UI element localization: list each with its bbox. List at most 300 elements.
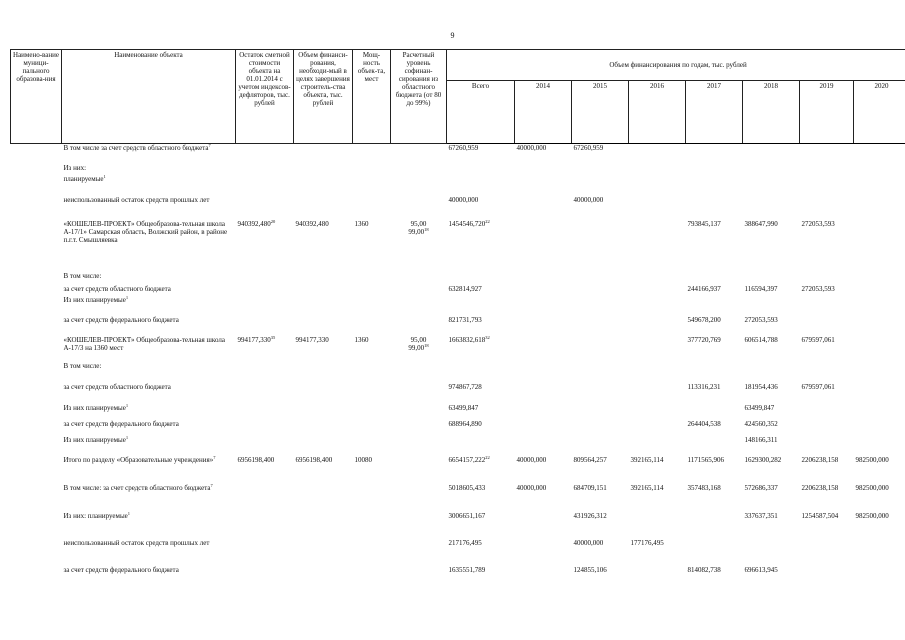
cell-cofinancing-level — [391, 220, 447, 272]
cell-municipality — [11, 296, 62, 316]
cell-year-2017 — [686, 336, 743, 362]
cell-financing-volume — [294, 336, 353, 362]
cell-capacity — [353, 456, 391, 484]
cell-year-2017 — [686, 362, 743, 383]
cell-object-name — [62, 285, 236, 296]
cell-object-name — [62, 272, 236, 285]
year-value: 357483,168 — [687, 483, 721, 492]
cell-year-2017 — [686, 539, 743, 566]
cell-cofinancing-level — [391, 484, 447, 512]
cell-year-2014 — [515, 296, 572, 316]
cell-year-2020 — [854, 539, 905, 566]
cell-financing-volume — [294, 383, 353, 404]
cell-year-2016 — [629, 220, 686, 272]
cell-total — [447, 566, 515, 578]
capacity-value: 1360 — [354, 219, 369, 228]
cell-total — [447, 220, 515, 272]
cell-year-2019 — [800, 296, 854, 316]
cell-cofinancing-level — [391, 272, 447, 285]
cell-object-name — [62, 196, 236, 220]
cell-year-2019 — [800, 285, 854, 296]
object-name-text: за счет средств областного бюджета — [63, 382, 171, 391]
header-financing-volume: Объем финанси-рования, необходи-мый в целях завершения строитель-ства объекта, тыс. рублей — [294, 50, 353, 144]
financing-volume-value: 6956198,400 — [295, 455, 333, 464]
cell-cofinancing-level — [391, 566, 447, 578]
cell-object-name — [62, 316, 236, 336]
cell-year-2018 — [743, 175, 800, 196]
cell-municipality — [11, 404, 62, 420]
footnote-marker: 35 — [270, 334, 276, 340]
cell-year-2017 — [686, 512, 743, 539]
object-name-text: Из них планируемые — [63, 435, 126, 444]
year-value: 982500,000 — [855, 511, 889, 520]
cell-municipality — [11, 436, 62, 456]
footnote-marker: 7 — [213, 454, 216, 460]
year-value: 793845,137 — [687, 219, 721, 228]
cell-year-2016 — [629, 285, 686, 296]
cell-municipality — [11, 512, 62, 539]
cell-residual-cost — [236, 196, 294, 220]
cell-year-2014 — [515, 336, 572, 362]
year-value: 272053,593 — [744, 315, 778, 324]
table-row — [11, 436, 905, 456]
total-value: 217176,495 — [448, 538, 482, 547]
cell-residual-cost — [236, 383, 294, 404]
cell-year-2020 — [854, 566, 905, 578]
cell-year-2015 — [572, 144, 629, 164]
page-number: 9 — [450, 31, 455, 40]
year-value: 116594,397 — [744, 284, 778, 293]
cell-year-2015 — [572, 336, 629, 362]
cell-capacity — [353, 196, 391, 220]
cell-year-2016 — [629, 362, 686, 383]
cell-year-2020 — [854, 456, 905, 484]
cell-cofinancing-level — [391, 383, 447, 404]
cell-cofinancing-level — [391, 175, 447, 196]
cell-object-name — [62, 220, 236, 272]
cell-residual-cost — [236, 539, 294, 566]
cell-object-name — [62, 336, 236, 362]
object-name-text: Из них планируемые — [63, 403, 126, 412]
total-value: 5018605,433 — [448, 483, 486, 492]
cell-year-2020 — [854, 436, 905, 456]
cell-object-name — [62, 296, 236, 316]
cell-year-2017 — [686, 566, 743, 578]
cell-cofinancing-level — [391, 436, 447, 456]
cell-year-2015 — [572, 175, 629, 196]
cell-residual-cost — [236, 336, 294, 362]
table-row — [11, 456, 905, 484]
cell-year-2015 — [572, 566, 629, 578]
object-name-text: за счет средств областного бюджета — [63, 284, 171, 293]
cell-year-2014 — [515, 196, 572, 220]
year-value: 377720,769 — [687, 335, 721, 344]
cell-total — [447, 272, 515, 285]
header-year-2015: 2015 — [572, 81, 629, 144]
cell-year-2016 — [629, 539, 686, 566]
cell-year-2019 — [800, 436, 854, 456]
cell-financing-volume — [294, 175, 353, 196]
cell-municipality — [11, 539, 62, 566]
cell-total — [447, 362, 515, 383]
cell-year-2016 — [629, 420, 686, 436]
cell-year-2014 — [515, 272, 572, 285]
table-row — [11, 220, 905, 272]
footnote-marker: 22 — [485, 454, 490, 460]
object-name-text: планируемые — [63, 174, 104, 183]
cell-year-2018 — [743, 362, 800, 383]
cell-residual-cost — [236, 175, 294, 196]
cofinancing-value: 95,00 — [410, 335, 427, 344]
cell-financing-volume — [294, 512, 353, 539]
cell-cofinancing-level — [391, 512, 447, 539]
cell-residual-cost — [236, 144, 294, 164]
year-value: 679597,061 — [801, 335, 835, 344]
footnote-marker: 1 — [127, 510, 131, 516]
cell-total — [447, 383, 515, 404]
cell-capacity — [353, 285, 391, 296]
cell-capacity — [353, 420, 391, 436]
cell-cofinancing-level — [391, 362, 447, 383]
cell-year-2016 — [629, 336, 686, 362]
cell-year-2019 — [800, 404, 854, 420]
cell-year-2017 — [686, 175, 743, 196]
cell-year-2014 — [515, 539, 572, 566]
cell-year-2018 — [743, 144, 800, 164]
cell-object-name — [62, 512, 236, 539]
year-value: 606514,788 — [744, 335, 778, 344]
year-value: 124855,106 — [573, 565, 607, 574]
cell-year-2014 — [515, 456, 572, 484]
cell-residual-cost — [236, 316, 294, 336]
table-row — [11, 512, 905, 539]
cell-year-2015 — [572, 539, 629, 566]
cell-cofinancing-level — [391, 296, 447, 316]
object-name-text: В том числе: — [63, 271, 102, 280]
cell-year-2015 — [572, 296, 629, 316]
year-value: 549678,200 — [687, 315, 721, 324]
cell-year-2020 — [854, 316, 905, 336]
cell-year-2014 — [515, 220, 572, 272]
cell-financing-volume — [294, 164, 353, 175]
total-value: 67260,959 — [448, 144, 479, 152]
cell-year-2017 — [686, 484, 743, 512]
cell-residual-cost — [236, 404, 294, 420]
cell-year-2016 — [629, 144, 686, 164]
year-value: 40000,000 — [516, 455, 547, 464]
object-name-text: Итого по разделу «Образовательные учреждения» — [63, 455, 214, 464]
cell-year-2015 — [572, 404, 629, 420]
cell-financing-volume — [294, 436, 353, 456]
year-value: 40000,000 — [573, 538, 604, 547]
cell-year-2019 — [800, 383, 854, 404]
cell-total — [447, 456, 515, 484]
year-value: 696613,945 — [744, 565, 778, 574]
cell-year-2014 — [515, 420, 572, 436]
cell-year-2018 — [743, 220, 800, 272]
cell-capacity — [353, 512, 391, 539]
cell-year-2019 — [800, 336, 854, 362]
cell-financing-volume — [294, 220, 353, 272]
year-value: 244166,937 — [687, 284, 721, 293]
cell-year-2015 — [572, 285, 629, 296]
cell-year-2015 — [572, 484, 629, 512]
total-value: 63499,847 — [448, 403, 479, 412]
cell-year-2016 — [629, 316, 686, 336]
cell-total — [447, 144, 515, 164]
cell-year-2016 — [629, 175, 686, 196]
cell-year-2018 — [743, 316, 800, 336]
cell-residual-cost — [236, 164, 294, 175]
cell-year-2016 — [629, 512, 686, 539]
cell-year-2020 — [854, 220, 905, 272]
cell-financing-volume — [294, 566, 353, 578]
cell-total — [447, 175, 515, 196]
year-value: 1254587,504 — [801, 511, 839, 520]
table-row — [11, 539, 905, 566]
cell-cofinancing-level — [391, 404, 447, 420]
cell-residual-cost — [236, 456, 294, 484]
year-value: 272053,593 — [801, 219, 835, 228]
cell-financing-volume — [294, 285, 353, 296]
object-name-text: за счет средств федерального бюджета — [63, 315, 179, 324]
cell-residual-cost — [236, 285, 294, 296]
object-name-text: Из них планируемые — [63, 295, 126, 304]
residual-cost-value: 994177,330 — [237, 335, 271, 344]
cell-total — [447, 512, 515, 539]
cell-total — [447, 336, 515, 362]
cell-municipality — [11, 566, 62, 578]
cell-total — [447, 420, 515, 436]
cell-capacity — [353, 316, 391, 336]
cell-cofinancing-level — [391, 196, 447, 220]
cell-capacity — [353, 272, 391, 285]
cell-total — [447, 164, 515, 175]
object-name-text: Из них: — [63, 163, 87, 172]
cell-residual-cost — [236, 220, 294, 272]
cell-year-2014 — [515, 566, 572, 578]
footnote-marker: 18 — [424, 226, 429, 232]
cell-year-2018 — [743, 196, 800, 220]
cell-year-2019 — [800, 539, 854, 566]
footnote-marker: 32 — [485, 334, 490, 340]
cell-total — [447, 539, 515, 566]
cell-financing-volume — [294, 404, 353, 420]
year-value: 982500,000 — [855, 483, 889, 492]
cell-financing-volume — [294, 420, 353, 436]
cell-capacity — [353, 144, 391, 164]
total-value: 1663832,618 — [448, 335, 486, 344]
cell-financing-volume — [294, 196, 353, 220]
cell-year-2019 — [800, 220, 854, 272]
total-value: 6654157,222 — [448, 455, 486, 464]
year-value: 40000,000 — [516, 144, 547, 152]
cell-year-2020 — [854, 336, 905, 362]
cell-year-2018 — [743, 436, 800, 456]
cell-year-2016 — [629, 404, 686, 420]
capacity-value: 10080 — [354, 455, 372, 464]
cell-financing-volume — [294, 316, 353, 336]
cell-year-2016 — [629, 272, 686, 285]
cell-year-2014 — [515, 164, 572, 175]
year-value: 1629300,282 — [744, 455, 782, 464]
table-row — [11, 175, 905, 196]
footnote-marker: 22 — [485, 218, 490, 224]
cell-capacity — [353, 404, 391, 420]
cell-year-2016 — [629, 484, 686, 512]
year-value: 264404,538 — [687, 419, 721, 428]
header-capacity: Мощ-ность объек-та, мест — [353, 50, 391, 144]
cell-total — [447, 285, 515, 296]
cell-year-2014 — [515, 512, 572, 539]
year-value: 392165,114 — [630, 483, 664, 492]
table-body — [11, 144, 905, 578]
cell-year-2015 — [572, 164, 629, 175]
cell-year-2019 — [800, 175, 854, 196]
year-value: 2206238,158 — [801, 455, 839, 464]
year-value: 814082,738 — [687, 565, 721, 574]
cell-year-2020 — [854, 362, 905, 383]
year-value: 679597,061 — [801, 382, 835, 391]
cell-total — [447, 296, 515, 316]
header-municipality: Наимено-вание муници-пального образова-ния — [11, 50, 62, 144]
cell-financing-volume — [294, 362, 353, 383]
cell-year-2015 — [572, 272, 629, 285]
cell-capacity — [353, 566, 391, 578]
cell-year-2019 — [800, 512, 854, 539]
cell-year-2019 — [800, 144, 854, 164]
cell-year-2015 — [572, 512, 629, 539]
cell-capacity — [353, 164, 391, 175]
object-name-text: за счет средств федерального бюджета — [63, 565, 179, 574]
cell-total — [447, 404, 515, 420]
cell-year-2019 — [800, 566, 854, 578]
cell-object-name — [62, 566, 236, 578]
cell-year-2014 — [515, 316, 572, 336]
cell-residual-cost — [236, 566, 294, 578]
cell-year-2018 — [743, 566, 800, 578]
cell-object-name — [62, 484, 236, 512]
cell-year-2018 — [743, 512, 800, 539]
cell-financing-volume — [294, 144, 353, 164]
cell-year-2019 — [800, 362, 854, 383]
cell-year-2017 — [686, 316, 743, 336]
table-row — [11, 484, 905, 512]
year-value: 113316,231 — [687, 382, 721, 391]
cell-residual-cost — [236, 272, 294, 285]
cell-year-2020 — [854, 144, 905, 164]
cell-year-2015 — [572, 316, 629, 336]
cell-financing-volume — [294, 296, 353, 316]
cell-year-2016 — [629, 296, 686, 316]
cell-year-2014 — [515, 484, 572, 512]
cell-capacity — [353, 436, 391, 456]
cell-year-2018 — [743, 404, 800, 420]
cofinancing-value-alt: 99,00 — [408, 227, 425, 236]
cell-cofinancing-level — [391, 456, 447, 484]
cell-object-name — [62, 175, 236, 196]
cell-year-2017 — [686, 285, 743, 296]
cell-municipality — [11, 383, 62, 404]
financing-volume-value: 994177,330 — [295, 335, 329, 344]
cell-cofinancing-level — [391, 316, 447, 336]
cell-total — [447, 196, 515, 220]
cell-municipality — [11, 456, 62, 484]
cofinancing-value-alt: 99,00 — [408, 343, 425, 352]
financing-volume-value: 940392,480 — [295, 219, 329, 228]
total-value: 40000,000 — [448, 195, 479, 204]
cell-year-2017 — [686, 436, 743, 456]
header-year-2018: 2018 — [743, 81, 800, 144]
cell-municipality — [11, 484, 62, 512]
object-name-text: за счет средств федерального бюджета — [63, 419, 179, 428]
cell-capacity — [353, 362, 391, 383]
cell-year-2018 — [743, 383, 800, 404]
cell-year-2020 — [854, 272, 905, 285]
cell-year-2018 — [743, 456, 800, 484]
total-value: 632814,927 — [448, 284, 482, 293]
table-row — [11, 336, 905, 362]
residual-cost-value: 940392,480 — [237, 219, 271, 228]
cell-year-2014 — [515, 175, 572, 196]
cell-year-2014 — [515, 436, 572, 456]
cell-year-2017 — [686, 296, 743, 316]
total-value: 821731,793 — [448, 315, 482, 324]
cell-residual-cost — [236, 296, 294, 316]
year-value: 40000,000 — [573, 195, 604, 204]
cell-year-2020 — [854, 484, 905, 512]
header-residual-cost: Остаток сметной стоимости объекта на 01.01.2014 с учетом индексов-дефляторов, тыс. рублей — [236, 50, 294, 144]
cell-object-name — [62, 362, 236, 383]
total-value: 3006651,167 — [448, 511, 486, 520]
cell-year-2014 — [515, 362, 572, 383]
cell-year-2018 — [743, 484, 800, 512]
cell-year-2015 — [572, 456, 629, 484]
cell-year-2014 — [515, 404, 572, 420]
year-value: 392165,114 — [630, 455, 664, 464]
cell-year-2020 — [854, 404, 905, 420]
cell-year-2019 — [800, 456, 854, 484]
year-value: 424560,352 — [744, 419, 778, 428]
cell-year-2017 — [686, 196, 743, 220]
header-year-2016: 2016 — [629, 81, 686, 144]
table-row — [11, 566, 905, 578]
cell-municipality — [11, 144, 62, 164]
total-value: 1635551,789 — [448, 565, 486, 574]
cell-cofinancing-level — [391, 420, 447, 436]
cell-year-2018 — [743, 164, 800, 175]
cell-year-2015 — [572, 362, 629, 383]
footnote-marker: 1 — [125, 294, 129, 300]
cell-capacity — [353, 484, 391, 512]
footnote-marker: 1 — [103, 173, 106, 179]
cell-year-2020 — [854, 420, 905, 436]
cell-year-2015 — [572, 220, 629, 272]
cell-year-2017 — [686, 272, 743, 285]
cell-capacity — [353, 220, 391, 272]
table-row — [11, 272, 905, 285]
footnote-marker: 1 — [125, 402, 129, 408]
cell-cofinancing-level — [391, 336, 447, 362]
object-name-text: «КОШЕЛЕВ-ПРОЕКТ» Общеобразова-тельная школа А-17/1» Самарская область, Волжский район, в районе п.г.т. Смышляевка — [63, 219, 228, 244]
cell-year-2015 — [572, 420, 629, 436]
cell-year-2017 — [686, 420, 743, 436]
cell-year-2017 — [686, 164, 743, 175]
year-value: 1171565,906 — [687, 455, 724, 464]
cell-residual-cost — [236, 512, 294, 539]
residual-cost-value: 6956198,400 — [237, 455, 275, 464]
cell-year-2020 — [854, 164, 905, 175]
